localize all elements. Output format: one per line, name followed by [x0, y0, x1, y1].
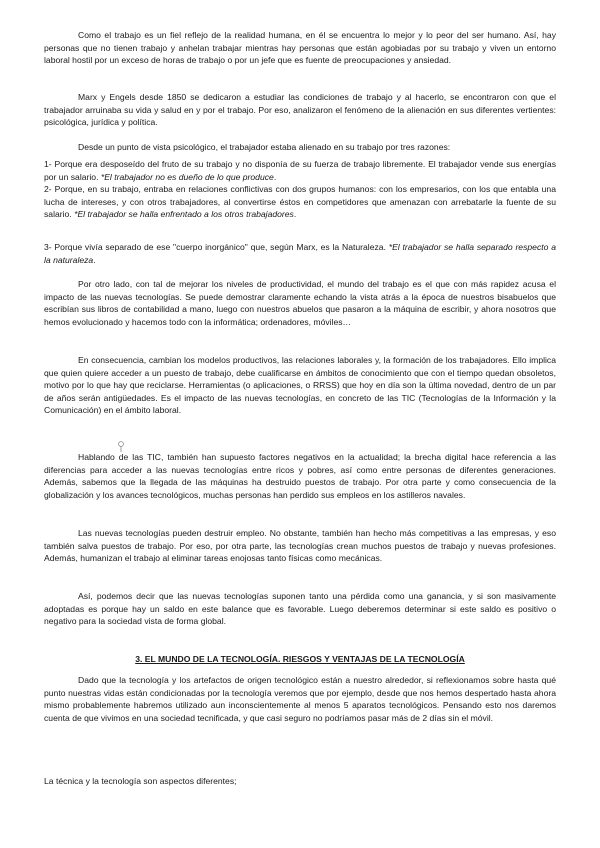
reason-1-italic: *El trabajador no es dueño de lo que produce — [100, 171, 274, 182]
paragraph-trabajo-reflejo: Como el trabajo es un fiel reflejo de la realidad humana, en él se encuentra lo mejor y lo peor del ser humano. Así, hay personas que no tienen trabajo y anhelan trabajar mientras hay personas que están agobiadas por su trabajo y viven un entorno laboral hostil por un exceso de horas de trabajo o por un jefe que es fuente de preocupaciones y ansiedad. — [44, 30, 556, 66]
paragraph-punto-vista-psicologico: Desde un punto de vista psicológico, el trabajador estaba alienado en su trabajo por tres razones: — [78, 142, 451, 152]
reason-2-italic: *El trabajador se halla enfrentado a los otros trabajadores — [74, 209, 294, 220]
reason-3-text: 3- Porque vivía separado de ese "cuerpo inorgánico" que, según Marx, es la Naturaleza. — [44, 242, 389, 252]
paragraph-productividad: Por otro lado, con tal de mejorar los niveles de productividad, el mundo del trabajo es el que con más rapidez acusa el impacto de las nuevas tecnologías. Se puede demostrar claramente echando la vista atrás a la época de nuestros bisabuelos que escribían sus libros de contabilidad a mano, luego con nuestros abuelos que pasaron a la máquina de escribir, y ahora nosotros que hemos evolucionado y hacemos todo con la informática; ordenadores, móviles… — [44, 279, 556, 327]
paragraph-nuevas-tecnologias: Las nuevas tecnologías pueden destruir empleo. No obstante, también han hecho más competitivas a las empresas, y eso también salva puestos de trabajo. Por eso, por otra parte, las tecnologías crean muchos puestos de trabajo y nuevas profesiones. Además, humanizan el trabajo al eliminar tareas enojosas tanto físicas como mecánicas. — [44, 528, 556, 564]
reason-3-italic: *El trabajador se halla separado respecto a la naturaleza — [44, 242, 556, 265]
section-heading: 3. EL MUNDO DE LA TECNOLOGÍA. RIESGOS Y VENTAJAS DE LA TECNOLOGÍA — [135, 654, 465, 664]
reason-1: 1- Porque era desposeído del fruto de su trabajo y no disponía de su fuerza de trabajo libremente. El trabajador vende sus energías por un salario. *El trabajador no es dueño de lo que produce. — [44, 159, 556, 182]
paragraph-hablando-tic: Hablando de las TIC, también han supuesto factores negativos en la actualidad; la brecha digital hace referencia a las diferencias para acceder a las nuevas tecnologías entre ricos y pobres, así como entre personas de diferentes generaciones. Además, sabemos que la llegada de las máquinas ha destruido puestos de trabajo. Por otra parte y como consecuencia de la globalización y los avances tecnológicos, muchas personas han perdido sus empleos en los astilleros navales. — [44, 452, 556, 500]
paragraph-marx-engels: Marx y Engels desde 1850 se dedicaron a estudiar las condiciones de trabajo y al hacerlo, se encontraron con que el trabajador arruinaba su vida y salud en y por el trabajo. Por eso, analizaron el fenómeno de la alienación en sus diferentes vertientes: psicológica, jurídica y política. — [44, 92, 556, 128]
reason-1-text: 1- Porque era desposeído del fruto de su trabajo y no disponía de su fuerza de trabajo libremente. El trabajador vende sus energías por un salario. — [44, 159, 556, 182]
reason-2: 2- Porque, en su trabajo, entraba en relaciones conflictivas con dos grupos humanos: con los empresarios, con los que entabla una lucha de intereses, y con otros trabajadores, al convertirse éstos en competidores que amenazan con arrebatarle la fuente de su salario. *El trabajador se halla enfrentado a los otros trabajadores. — [44, 184, 556, 220]
paragraph-dado-que: Dado que la tecnología y los artefactos de origen tecnológico están a nuestro alrededor, si reflexionamos sobre hasta qué punto nuestras vidas están condicionadas por la tecnología veremos que por ejemplo, desde que nos hemos despertado hasta ahora mismo probablemente habremos utilizado aun inconscientemente al menos 5 aparatos tecnológicos. Pensando esto nos daremos cuenta de que vivimos en una sociedad tecnificada, y que casi seguro no podríamos pasar más de 2 días sin el móvil. — [44, 675, 556, 723]
paragraph-consecuencia: En consecuencia, cambian los modelos productivos, las relaciones laborales y, la formación de los trabajadores. Ello implica que quien quiere acceder a un puesto de trabajo, debe cualificarse en ámbitos de conocimiento que con el tiempo quedan obsoletos, motivo por lo que hay que reciclarse. Herramientas (o aplicaciones, o RRSS) que hoy en día son la última novedad, dentro de un par de años serán antigüedades. Es el impacto de las nuevas tecnologías, en concreto de las TIC (Tecnologías de la Información y la Comunicación) en el ámbito laboral. — [44, 355, 556, 416]
reason-3: 3- Porque vivía separado de ese "cuerpo inorgánico" que, según Marx, es la Naturaleza. *El trabajador se halla separado respecto a la naturaleza. — [44, 242, 556, 265]
paragraph-balance: Así, podemos decir que las nuevas tecnologías suponen tanto una pérdida como una ganancia, y si son masivamente adoptadas es porque hay un saldo en este balance que es favorable. Luego deberemos determinar si este saldo es positivo o negativo para la sociedad vista de forma global. — [44, 591, 556, 627]
paragraph-tecnica-tecnologia: La técnica y la tecnología son aspectos diferentes; — [44, 776, 237, 786]
reason-2-text: 2- Porque, en su trabajo, entraba en relaciones conflictivas con dos grupos humanos: con los empresarios, con los que entabla una lucha de intereses, y con otros trabajadores, al convertirse éstos en competidores que amenazan con arrebatarle la fuente de su salario. — [44, 184, 556, 220]
